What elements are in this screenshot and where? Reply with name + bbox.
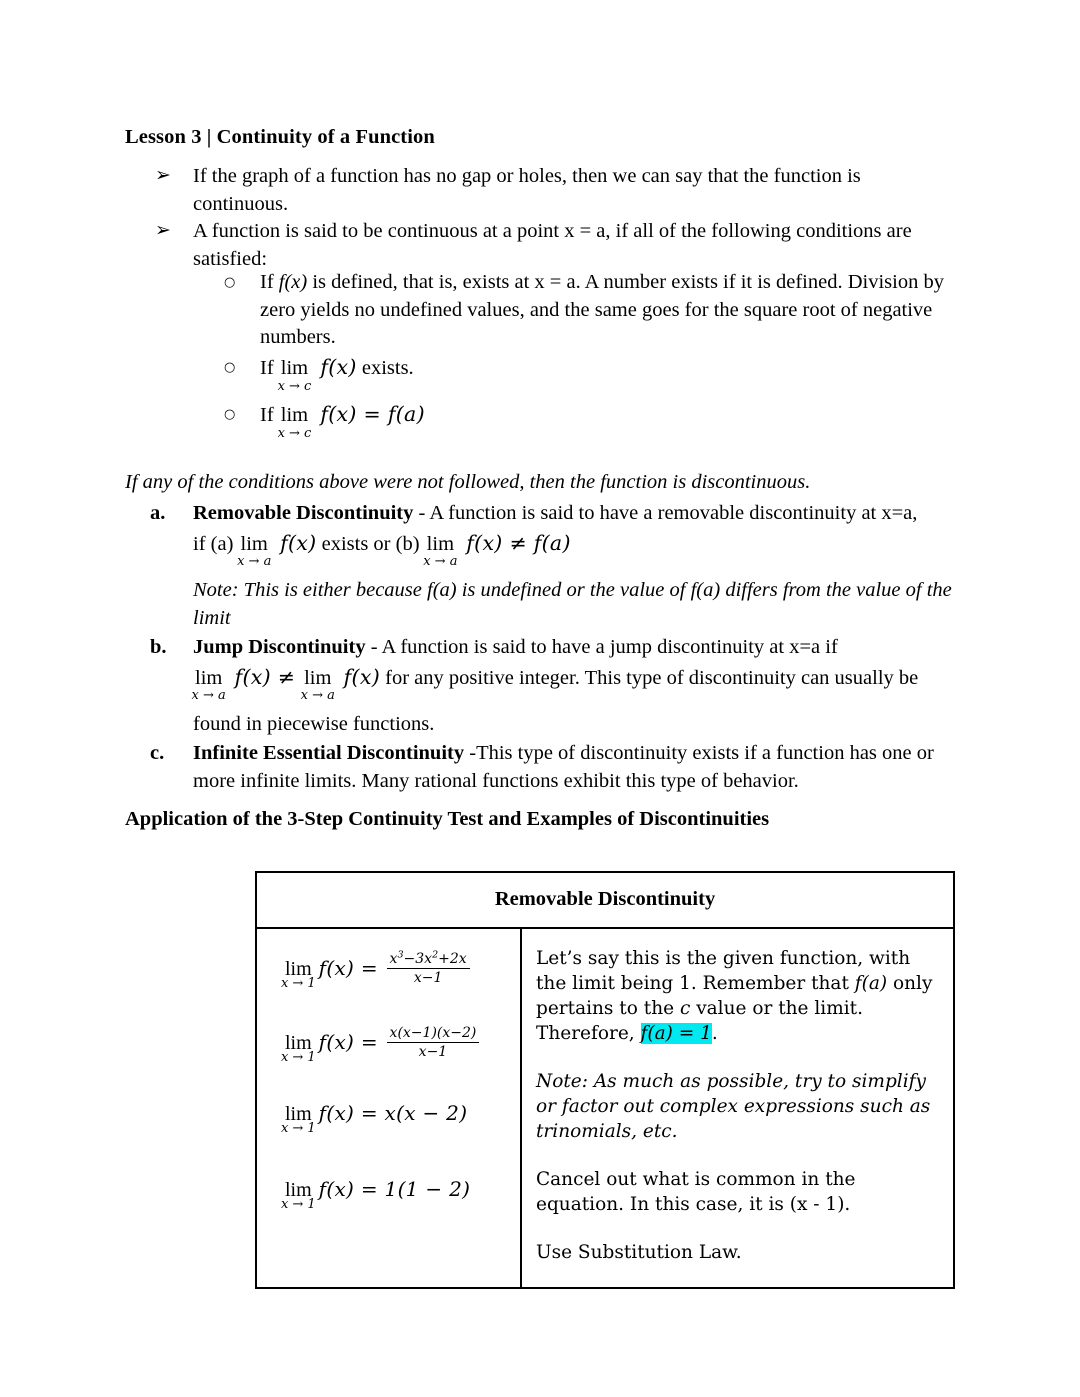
function-expression: f(x)	[320, 402, 357, 426]
right-hand-side: f(a)	[533, 531, 571, 555]
explanation-text: only pertains to the	[536, 973, 933, 1019]
table-column-explanations	[522, 929, 953, 1287]
limit-op-text: lim	[285, 1179, 312, 1201]
explanation-cell	[536, 946, 939, 1046]
examples-table	[255, 871, 955, 1289]
table-row	[271, 947, 510, 1021]
equation	[280, 1025, 481, 1066]
limit-operator	[277, 402, 312, 441]
table-column-equations	[257, 929, 522, 1287]
main-bullet-list	[155, 163, 955, 273]
limit-subscript: x → 1	[280, 1121, 316, 1136]
inline-italic-math: c	[679, 998, 691, 1019]
circle-bullet-icon: ○	[224, 407, 236, 422]
formula-prefix: if (a)	[193, 533, 239, 555]
function-expression: f(x)	[280, 531, 317, 555]
limit-op-text: lim	[304, 667, 332, 689]
limit-operator	[191, 664, 226, 703]
limit-op-text: lim	[280, 404, 309, 426]
list-marker: b.	[150, 636, 167, 658]
dash: -	[464, 742, 477, 764]
discontinuity-desc: A function is said to have a removable discontinuity at x=a,	[429, 502, 918, 524]
function-expression: f(x)	[320, 354, 357, 379]
limit-operator	[280, 1179, 316, 1212]
list-item	[222, 401, 962, 441]
limit-operator	[280, 1032, 316, 1066]
limit-subscript: x → 1	[280, 1050, 316, 1066]
function-expression: f(x)	[318, 1101, 355, 1125]
formula-middle: exists or (b)	[316, 533, 425, 555]
table-row	[271, 1171, 510, 1247]
limit-subscript: x → 1	[280, 1197, 316, 1212]
list-marker: a.	[150, 502, 166, 524]
equation	[280, 949, 472, 992]
list-item	[150, 739, 960, 795]
condition-italic: f(x)	[278, 271, 308, 293]
limit-operator	[280, 958, 316, 992]
table-header: Removable Discontinuity	[257, 873, 953, 929]
right-hand-side: 1(1 − 2)	[384, 1177, 471, 1201]
discontinuity-name: Jump Discontinuity	[193, 636, 366, 658]
equals-sign: =	[354, 1101, 385, 1125]
bullet-text: A function is said to be continuous at a point x = a, if all of the following conditions are satisfied:	[193, 220, 912, 270]
condition-lead: If	[260, 356, 279, 379]
equals-sign: =	[356, 402, 388, 426]
limit-subscript: x → a	[237, 554, 272, 569]
num-exp1: 3	[397, 949, 404, 961]
limit-operator	[280, 1103, 316, 1136]
limit-subscript: x → c	[277, 426, 312, 441]
right-hand-side: x(x − 2)	[384, 1101, 468, 1125]
highlighted-result: f(a) = 1	[640, 1023, 712, 1044]
fraction	[387, 951, 470, 986]
limit-subscript: x → c	[277, 378, 312, 394]
limit-operator	[300, 664, 335, 703]
condition-rest: exists.	[356, 356, 414, 379]
limit-subscript: x → a	[191, 688, 226, 703]
fraction-denominator: x−1	[413, 970, 443, 986]
intro-italic-note: If any of the conditions above were not followed, then the function is discontinuous.	[125, 471, 811, 493]
table-body	[257, 929, 953, 1287]
function-expression: f(x)	[318, 956, 355, 981]
page-title: Lesson 3 | Continuity of a Function	[125, 126, 435, 148]
list-item	[222, 269, 962, 352]
list-marker: c.	[150, 742, 165, 764]
limit-op-text: lim	[285, 1103, 312, 1125]
right-hand-side: f(a)	[387, 402, 425, 426]
equals-sign: =	[354, 1177, 385, 1201]
formula-suffix: for any positive integer. This type of discontinuity can usually be	[380, 667, 919, 689]
list-item	[155, 163, 955, 218]
num-mid: −3x	[403, 951, 433, 967]
formula-line	[193, 529, 960, 569]
discontinuity-desc: A function is said to have a jump discontinuity at x=a if	[381, 636, 838, 658]
function-expression: f(x)	[318, 1177, 355, 1201]
limit-operator	[277, 355, 312, 394]
formula-line	[191, 663, 960, 703]
condition-lead: If	[260, 404, 279, 426]
arrow-bullet-icon: ➢	[155, 219, 171, 241]
removable-note: Note: This is either because f(a) is undefined or the value of f(a) differs from the value of the limit	[193, 579, 952, 629]
fraction-numerator	[387, 951, 470, 969]
limit-op-text: lim	[426, 533, 455, 555]
equation	[280, 1101, 468, 1136]
explanation-cell: Use Substitution Law.	[536, 1242, 742, 1263]
conditions-list	[222, 269, 962, 441]
table-row	[271, 1095, 510, 1171]
num-base: x	[389, 951, 398, 967]
limit-op-text: lim	[280, 356, 309, 379]
explanation-cell: Note: As much as possible, try to simplify or factor out complex expressions such as trinomials, etc.	[536, 1071, 931, 1142]
explanation-text: .	[711, 1023, 718, 1044]
dash: -	[413, 502, 430, 524]
arrow-bullet-icon: ➢	[155, 164, 171, 186]
fraction-denominator: x−1	[418, 1044, 448, 1060]
discontinuity-list	[150, 499, 960, 795]
equation	[280, 1177, 471, 1212]
table-row	[271, 1021, 510, 1095]
relation-sign: ≠	[270, 665, 303, 689]
list-item	[222, 354, 962, 394]
limit-op-text: lim	[285, 1032, 312, 1055]
formula-continuation: found in piecewise functions.	[193, 713, 435, 735]
discontinuity-name: Removable Discontinuity	[193, 502, 414, 524]
equals-sign: =	[354, 1030, 385, 1055]
limit-subscript: x → 1	[280, 976, 316, 992]
list-item	[150, 633, 960, 738]
limit-op-text: lim	[240, 533, 268, 555]
circle-bullet-icon: ○	[224, 359, 236, 375]
num-exp2: 2	[432, 949, 439, 961]
limit-op-text: lim	[195, 667, 223, 689]
condition-lead: If	[260, 271, 279, 293]
limit-op-text: lim	[285, 958, 312, 981]
circle-bullet-icon: ○	[224, 275, 236, 290]
explanation-cell: Cancel out what is common in the equation. In this case, it is (x - 1).	[536, 1169, 856, 1215]
function-expression: f(x)	[343, 665, 381, 689]
explanation-text: value or the limit. Therefore,	[536, 998, 863, 1044]
limit-subscript: x → a	[423, 554, 458, 569]
function-expression: f(x)	[234, 665, 271, 689]
num-tail: +2x	[438, 951, 467, 967]
limit-operator	[237, 530, 272, 569]
function-expression: f(x)	[466, 531, 503, 555]
limit-operator	[423, 530, 458, 569]
function-expression: f(x)	[318, 1030, 355, 1055]
equals-sign: =	[354, 956, 385, 981]
section-title: Application of the 3-Step Continuity Test and Examples of Discontinuities	[125, 808, 770, 830]
limit-subscript: x → a	[300, 688, 335, 703]
inline-italic-math: f(a)	[854, 973, 888, 994]
relation-sign: ≠	[502, 531, 534, 555]
discontinuity-desc: This type of discontinuity exists if a function has one or more infinite limits. Many rational functions exhibit this type of behavior.	[193, 742, 934, 792]
fraction	[387, 1025, 480, 1060]
explanation-text: Let’s say this is the given function, with the limit being 1. Remember that	[536, 948, 911, 994]
bullet-text: If the graph of a function has no gap or holes, then we can say that the function is continuous.	[193, 165, 861, 215]
list-item	[150, 499, 960, 632]
list-item	[155, 218, 955, 273]
dash: -	[365, 636, 382, 658]
fraction-numerator: x(x−1)(x−2)	[387, 1025, 480, 1043]
discontinuity-name: Infinite Essential Discontinuity	[193, 742, 465, 764]
condition-rest: is defined, that is, exists at x = a. A number exists if it is defined. Division by zero yields no undefined values, and the same goes for the square root of negative numbers.	[260, 271, 944, 348]
